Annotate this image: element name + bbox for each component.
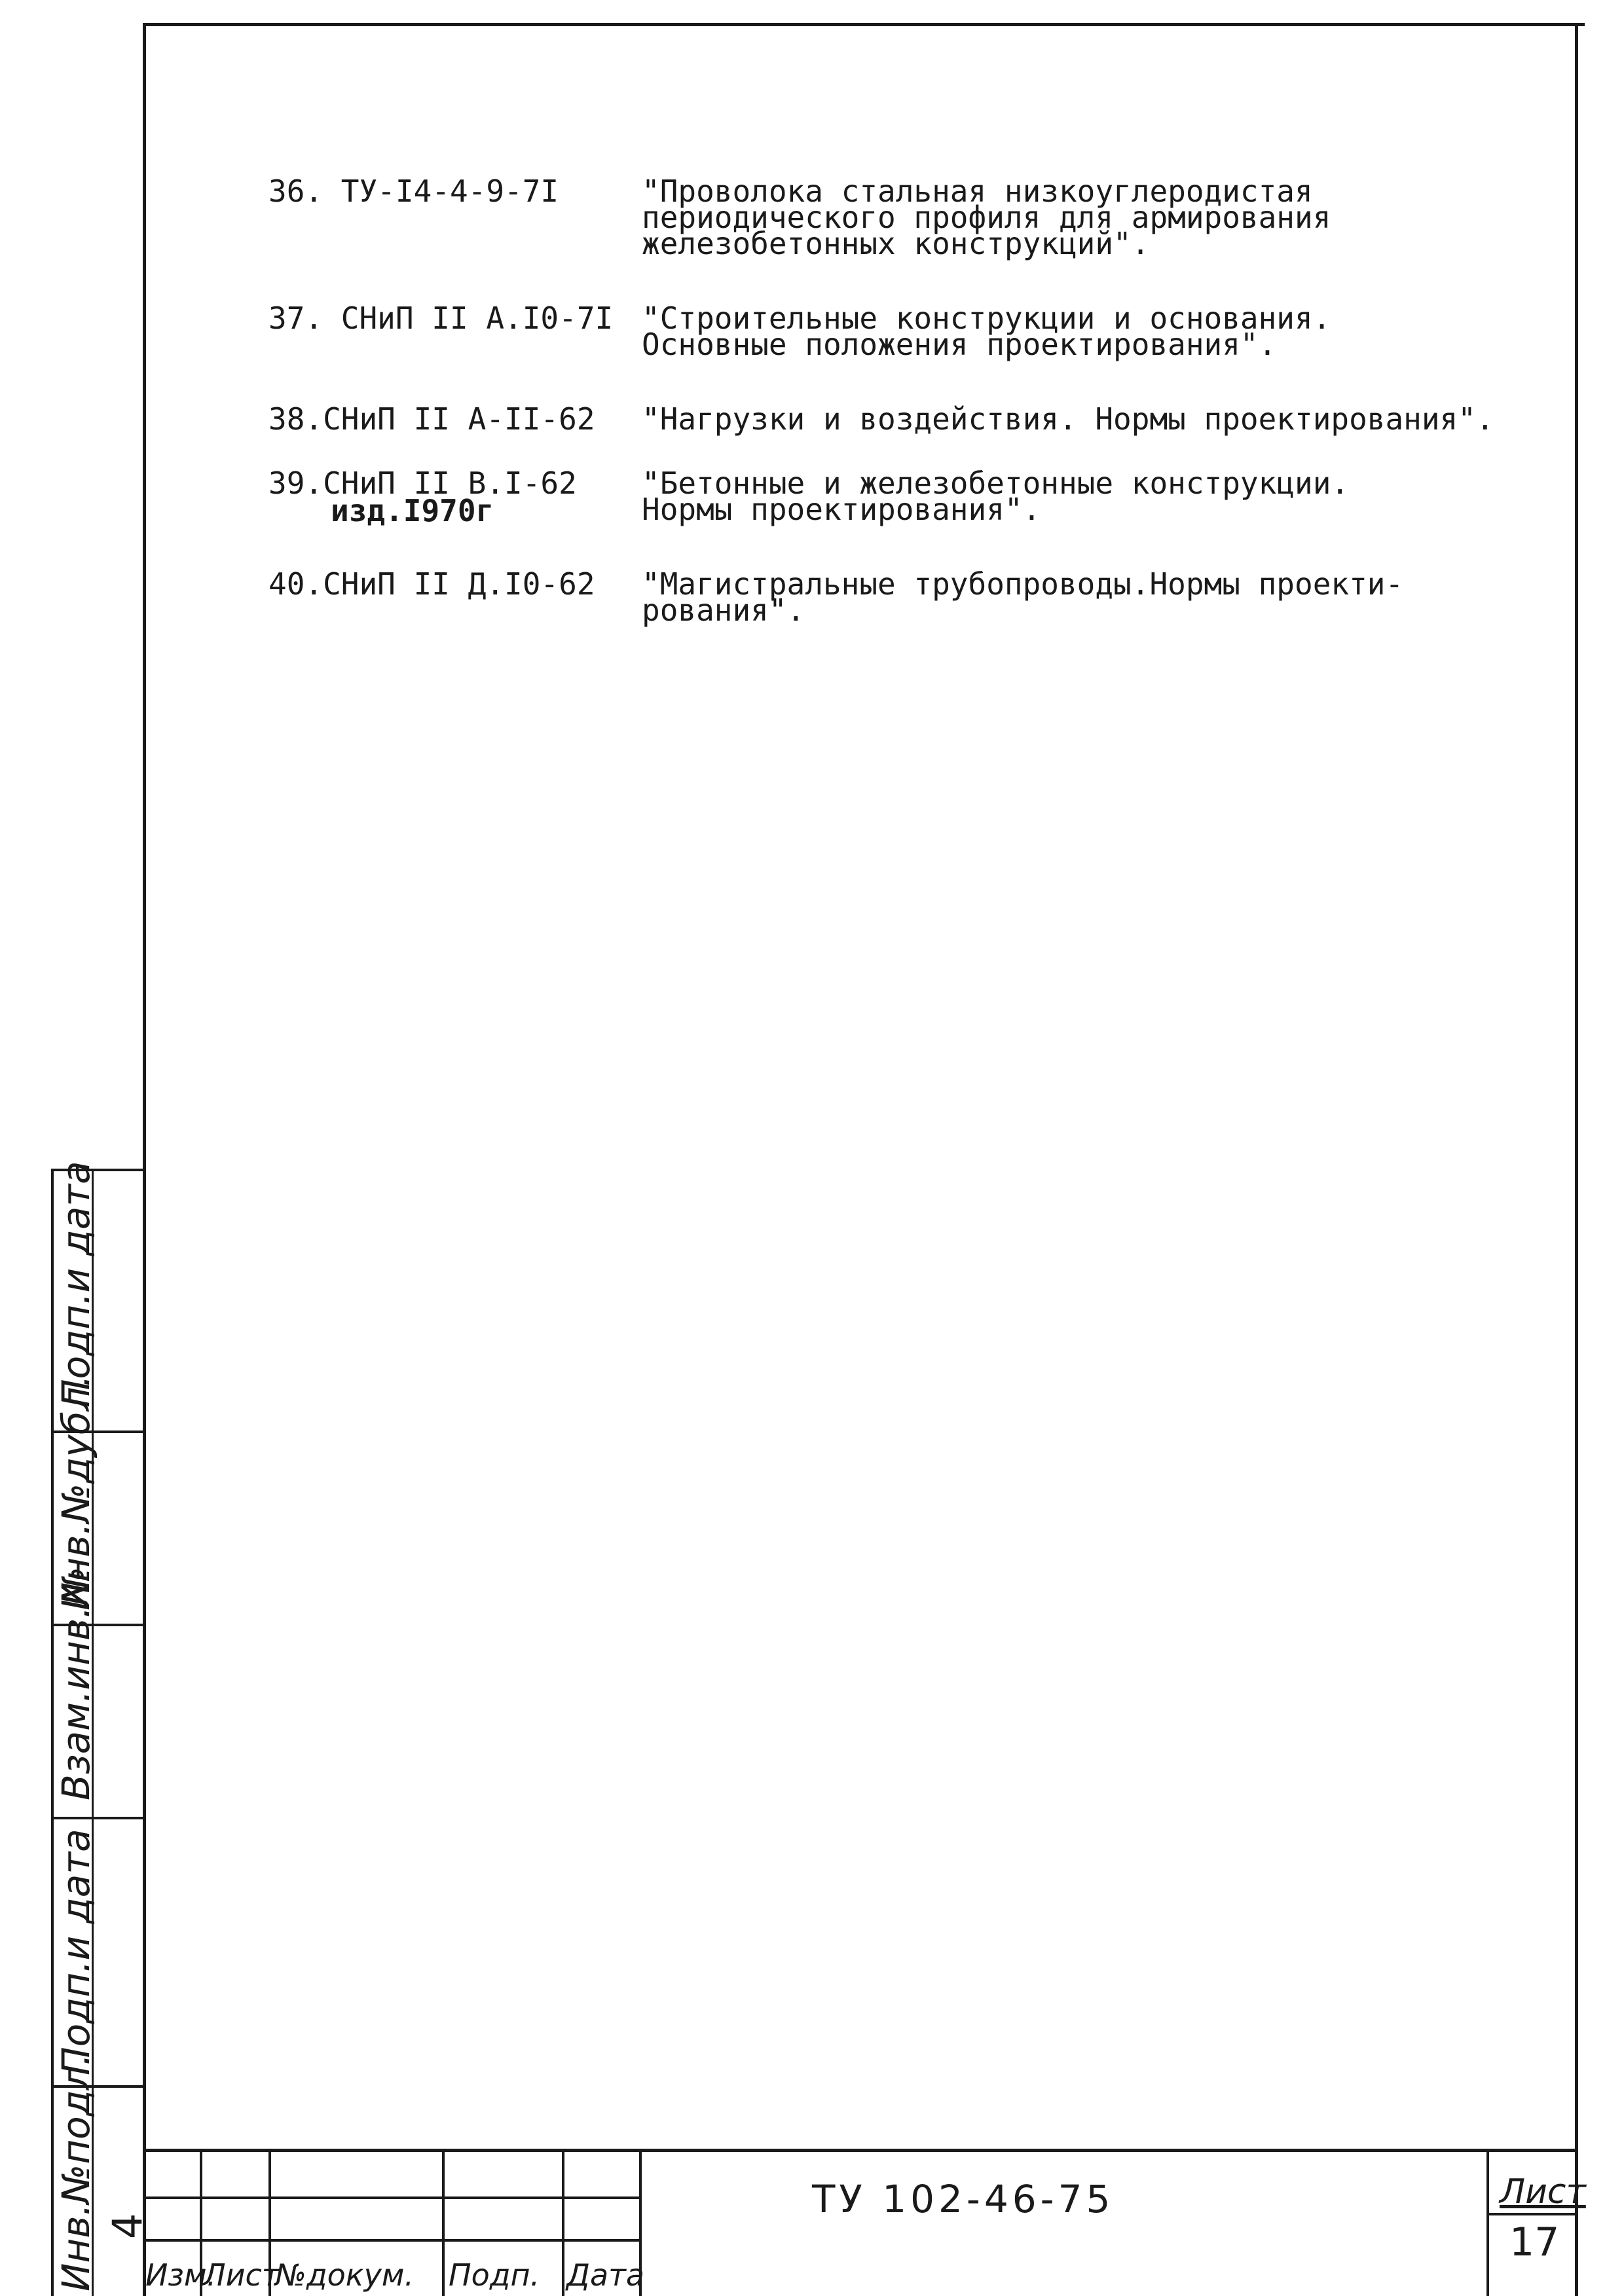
- title-line: "Строительные конструкции и основания.: [642, 301, 1331, 336]
- title-line: "Бетонные и железобетонные конструкции.: [642, 465, 1350, 501]
- title-line: железобетонных конструкций".: [642, 226, 1150, 261]
- title-line: периодического профиля для армирования: [642, 200, 1331, 235]
- title-block-sheet-row: [1486, 2213, 1578, 2215]
- title-block-sheet-col: [1486, 2149, 1489, 2296]
- side-stamp-row-3: [51, 1817, 146, 1819]
- title-block-col-3: [442, 2149, 445, 2296]
- frame-top: [144, 23, 1585, 26]
- reference-title: [642, 173, 1331, 261]
- reference-number: 37.: [268, 301, 323, 336]
- column-label-doc: №докум.: [275, 2257, 415, 2293]
- column-label-data: Дата: [566, 2257, 645, 2293]
- reference-number: 36.: [268, 173, 323, 209]
- column-label-podp: Подп.: [449, 2257, 540, 2293]
- reference-title: [642, 566, 1404, 628]
- title-line: Основные положения проектирования".: [642, 327, 1277, 362]
- title-line: "Проволока стальная низкоуглеродистая: [642, 173, 1313, 209]
- reference-title: [642, 465, 1350, 527]
- reference-line: [268, 465, 577, 501]
- side-stamp-value: 4: [103, 2213, 151, 2239]
- reference-line: [268, 401, 595, 437]
- reference-code: ТУ-I4-4-9-7I: [341, 173, 559, 209]
- frame-left: [143, 23, 146, 2296]
- side-label-vzam-inv: Взам.инв.№: [54, 1567, 98, 1800]
- title-block-col-4: [562, 2149, 564, 2296]
- title-line: рования".: [642, 592, 805, 628]
- reference-title: [642, 401, 1494, 437]
- sheet-label: Лист: [1500, 2172, 1586, 2212]
- reference-number: 38.: [268, 401, 323, 437]
- reference-code: СНиП II В.I-62: [323, 465, 577, 501]
- side-label-podp-data2: Подп.и дата: [54, 1161, 98, 1408]
- title-line: Нормы проектирования".: [642, 492, 1041, 527]
- column-label-list: Лист: [203, 2257, 280, 2293]
- frame-right: [1575, 23, 1578, 2296]
- reference-line: [268, 301, 614, 336]
- sheet-number: 17: [1509, 2219, 1560, 2265]
- reference-code: СНиП II Д.I0-62: [323, 566, 595, 602]
- reference-code: СНиП II А-II-62: [323, 401, 595, 437]
- document-code: ТУ 102-46-75: [812, 2177, 1115, 2221]
- column-label-izm: Изм.: [145, 2257, 217, 2293]
- reference-line: [268, 566, 595, 602]
- title-block-row-2: [143, 2239, 640, 2242]
- reference-number: 40.: [268, 566, 323, 602]
- reference-number: 39.: [268, 465, 323, 501]
- reference-line: [268, 173, 559, 209]
- title-line: "Нагрузки и воздействия. Нормы проектирования".: [642, 401, 1494, 437]
- reference-code: СНиП II А.I0-7I: [341, 301, 614, 336]
- title-line: "Магистральные трубопроводы.Нормы проекти-: [642, 566, 1404, 602]
- reference-edition: изд.I970г: [331, 493, 494, 528]
- side-label-inv-podl: Инв.№подл.: [54, 2053, 98, 2291]
- reference-title: [642, 301, 1331, 362]
- side-label-podp-data: Подп.и дата: [54, 1829, 98, 2075]
- side-label-inv-dubl: Инв.№дубл.: [54, 1375, 98, 1611]
- title-block-top: [143, 2149, 1578, 2152]
- title-block-row: [143, 2196, 640, 2199]
